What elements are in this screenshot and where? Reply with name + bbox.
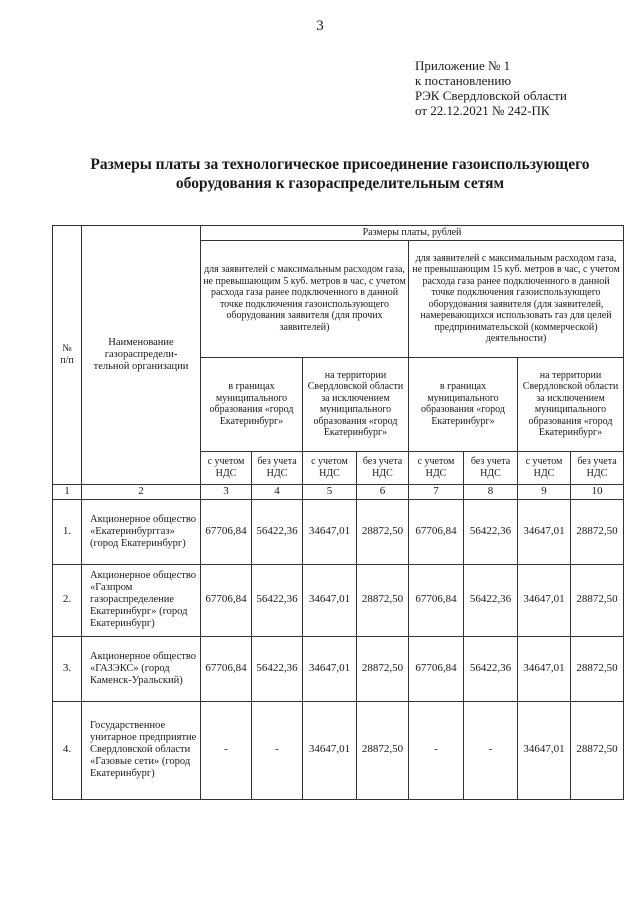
column-number: 1 (53, 484, 82, 499)
table-row (53, 564, 624, 636)
fees-table (52, 225, 624, 800)
header-number: № п/п (53, 226, 82, 485)
organization-name: Акционерное общество «ГАЗЭКС» (город Каменск-Уральский) (82, 636, 201, 701)
header-with-vat: с учетом НДС (518, 451, 571, 484)
fee-value: 67706,84 (409, 564, 464, 636)
fee-value: 56422,36 (464, 564, 518, 636)
title-line: оборудования к газораспределительным сетям (175, 175, 505, 192)
fee-value: 34647,01 (303, 636, 357, 701)
fee-value: 34647,01 (303, 499, 357, 564)
column-number: 7 (409, 484, 464, 499)
fee-value: 34647,01 (518, 701, 571, 799)
header-without-vat: без учета НДС (464, 451, 518, 484)
row-number: 2. (53, 564, 82, 636)
fee-value: - (464, 701, 518, 799)
fee-value: 28872,50 (357, 636, 409, 701)
column-numbers-row (53, 484, 624, 499)
header-with-vat: с учетом НДС (409, 451, 464, 484)
title-line: Размеры платы за технологическое присоединение газоиспользующего (90, 156, 590, 173)
fee-value: 28872,50 (571, 701, 624, 799)
header-within-city: в границах муниципального образования «город Екатеринбург» (409, 357, 518, 451)
fee-value: 28872,50 (571, 499, 624, 564)
fee-value: - (201, 701, 252, 799)
header-without-vat: без учета НДС (571, 451, 624, 484)
appendix-line: к постановлению (415, 73, 512, 88)
column-number: 6 (357, 484, 409, 499)
column-number: 2 (82, 484, 201, 499)
fee-value: 28872,50 (571, 564, 624, 636)
fee-value: 34647,01 (303, 701, 357, 799)
header-without-vat: без учета НДС (357, 451, 409, 484)
table-row (53, 636, 624, 701)
row-number: 1. (53, 499, 82, 564)
appendix-line: от 22.12.2021 № 242-ПК (415, 103, 550, 118)
column-number: 3 (201, 484, 252, 499)
header-fees: Размеры платы, рублей (201, 226, 624, 241)
column-number: 10 (571, 484, 624, 499)
header-group-b: для заявителей с максимальным расходом газа, не превышающим 15 куб. метров в час, с учетом расхода газа ранее подключенного в данной точке подключения газоиспользующего оборудования заявителя (для заявителей, намеревающихся использовать газ для целей предпринимательской (коммерческой) деятельности) (409, 240, 624, 357)
header-group-a: для заявителей с максимальным расходом газа, не превышающим 5 куб. метров в час, с учетом расхода газа ранее подключенного в данной точке подключения газоиспользующего оборудования заявителя (для прочих заявителей) (201, 240, 409, 357)
fee-value: 67706,84 (201, 564, 252, 636)
fee-value: 34647,01 (518, 564, 571, 636)
appendix-line: Приложение № 1 (415, 58, 511, 73)
page-number: 3 (316, 18, 324, 34)
fee-value: 56422,36 (252, 564, 303, 636)
appendix-line: РЭК Свердловской области (415, 88, 567, 103)
header-with-vat: с учетом НДС (201, 451, 252, 484)
column-number: 8 (464, 484, 518, 499)
header-organization: Наименование газораспредели- тельной организации (82, 226, 201, 485)
table-row (53, 701, 624, 799)
fee-value: - (252, 701, 303, 799)
header-with-vat: с учетом НДС (303, 451, 357, 484)
row-number: 4. (53, 701, 82, 799)
header-without-vat: без учета НДС (252, 451, 303, 484)
fee-value: 67706,84 (409, 636, 464, 701)
header-outside-city: на территории Свердловской области за исключением муниципального образования «город Екатеринбург» (303, 357, 409, 451)
header-within-city: в границах муниципального образования «город Екатеринбург» (201, 357, 303, 451)
row-number: 3. (53, 636, 82, 701)
fee-value: 67706,84 (201, 636, 252, 701)
column-number: 4 (252, 484, 303, 499)
fee-value: 67706,84 (409, 499, 464, 564)
document-title (40, 155, 640, 193)
fee-value: 56422,36 (464, 636, 518, 701)
fee-value: 56422,36 (464, 499, 518, 564)
appendix-block (415, 58, 625, 118)
column-number: 5 (303, 484, 357, 499)
fee-value: 28872,50 (357, 499, 409, 564)
fee-value: 67706,84 (201, 499, 252, 564)
fee-value: 56422,36 (252, 636, 303, 701)
organization-name: Акционерное общество «Газпром газораспределение Екатеринбург» (город Екатеринбург) (82, 564, 201, 636)
organization-name: Акционерное общество «Екатеринбурггаз» (город Екатеринбург) (82, 499, 201, 564)
fee-value: 34647,01 (518, 636, 571, 701)
fee-value: 28872,50 (357, 701, 409, 799)
fee-value: 34647,01 (303, 564, 357, 636)
column-number: 9 (518, 484, 571, 499)
organization-name: Государственное унитарное предприятие Свердловской области «Газовые сети» (город Екатеринбург) (82, 701, 201, 799)
header-outside-city: на территории Свердловской области за исключением муниципального образования «город Екатеринбург» (518, 357, 624, 451)
fee-value: 56422,36 (252, 499, 303, 564)
fee-value: 28872,50 (357, 564, 409, 636)
fee-value: - (409, 701, 464, 799)
fee-value: 28872,50 (571, 636, 624, 701)
fee-value: 34647,01 (518, 499, 571, 564)
table-row (53, 499, 624, 564)
